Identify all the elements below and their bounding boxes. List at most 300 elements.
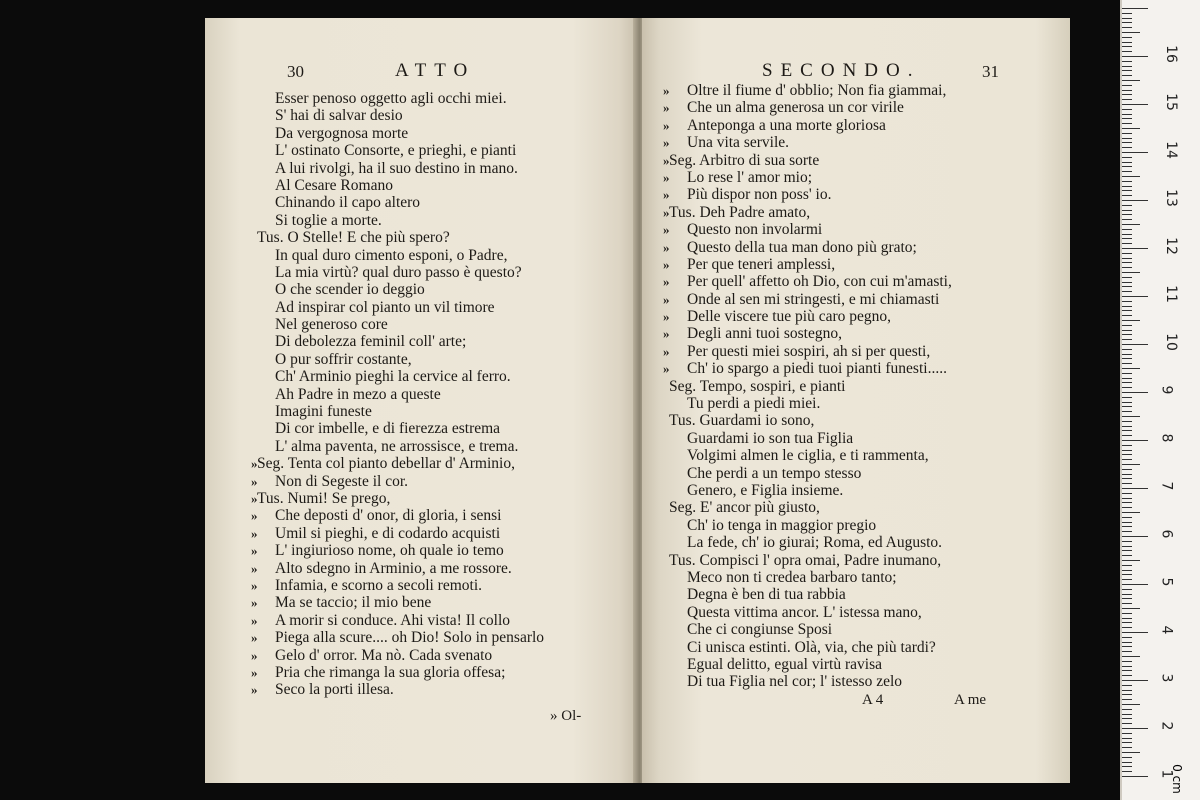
- ruler-tick: [1122, 411, 1132, 412]
- text-line: [669, 377, 1062, 395]
- ruler-tick: [1122, 435, 1132, 436]
- line-text: Tu perdi a piedi miei.: [687, 395, 821, 413]
- text-line: [669, 412, 1062, 430]
- text-line: [663, 255, 1062, 273]
- line-text: Ah Padre in mezo a queste: [275, 385, 441, 403]
- line-text: Per que teneri amplessi,: [687, 255, 836, 273]
- line-text: A lui rivolgi, ha il suo destino in mano.: [275, 159, 518, 177]
- line-text: L' ingiurioso nome, oh quale io temo: [275, 542, 504, 560]
- ruler-tick: [1122, 742, 1132, 743]
- line-text: Seg. Tempo, sospiri, e pianti: [669, 377, 846, 395]
- ruler-tick: [1122, 757, 1132, 758]
- ruler-tick: [1122, 253, 1132, 254]
- line-text: Al Cesare Romano: [275, 176, 393, 194]
- line-text: Pria che rimanga la sua gloria offesa;: [275, 663, 506, 681]
- line-text: Di cor imbelle, e di fierezza estrema: [275, 420, 501, 438]
- line-text: Chinando il capo altero: [275, 194, 421, 212]
- text-line: [687, 639, 1062, 656]
- text-line: [663, 168, 1062, 186]
- text-line: [251, 507, 625, 525]
- ruler-tick: [1122, 714, 1132, 715]
- ruler-tick: [1122, 416, 1140, 417]
- ruler-tick: [1122, 205, 1132, 206]
- ruler-tick: [1122, 430, 1132, 431]
- ruler-tick: [1122, 589, 1132, 590]
- line-text: Egual delitto, egual virtù ravisa: [687, 655, 882, 673]
- quotation-mark: »: [251, 630, 258, 646]
- ruler-tick: [1122, 349, 1132, 350]
- ruler-tick: [1122, 330, 1132, 331]
- ruler-tick: [1122, 694, 1132, 695]
- ruler-tick: [1122, 195, 1132, 196]
- ruler-number: 13: [1162, 189, 1179, 207]
- ruler-tick: [1122, 258, 1132, 259]
- quotation-mark: »: [251, 508, 258, 524]
- line-text: Più dispor non poss' io.: [687, 186, 832, 204]
- ruler-tick: [1122, 440, 1148, 441]
- ruler-tick: [1122, 219, 1132, 220]
- text-line: [663, 186, 1062, 204]
- ruler-tick: [1122, 574, 1132, 575]
- ruler-tick: [1122, 339, 1132, 340]
- text-line: [663, 308, 1062, 326]
- ruler-tick: [1122, 214, 1132, 215]
- ruler-tick: [1122, 464, 1140, 465]
- ruler-tick: [1122, 752, 1140, 753]
- quotation-mark: »: [663, 222, 670, 238]
- ruler-tick: [1122, 613, 1132, 614]
- ruler-tick: [1122, 670, 1132, 671]
- text-line: [669, 499, 1062, 517]
- ruler-tick: [1122, 286, 1132, 287]
- ruler-tick: [1122, 56, 1148, 57]
- ruler-tick: [1122, 584, 1148, 585]
- line-text: Seg. E' ancor più giusto,: [669, 499, 820, 517]
- ruler-tick: [1122, 224, 1140, 225]
- page-number-right: 31: [982, 62, 999, 81]
- ruler-tick: [1122, 368, 1140, 369]
- ruler-tick: [1122, 536, 1148, 537]
- ruler-tick: [1122, 85, 1132, 86]
- ruler-tick: [1122, 541, 1132, 542]
- quotation-mark: »: [663, 309, 670, 325]
- text-line: [275, 420, 625, 437]
- quotation-mark: »: [663, 239, 670, 255]
- ruler-tick: [1122, 493, 1132, 494]
- line-text: Che perdi a un tempo stesso: [687, 464, 862, 482]
- ruler-tick: [1122, 229, 1132, 230]
- quotation-mark: »: [663, 274, 670, 290]
- line-text: Anteponga a una morte gloriosa: [687, 116, 886, 134]
- ruler-tick: [1122, 507, 1132, 508]
- ruler-tick: [1122, 531, 1132, 532]
- text-line: [663, 151, 1062, 169]
- quotation-mark: »: [251, 543, 258, 559]
- quotation-mark: »: [663, 117, 670, 133]
- ruler-tick: [1122, 450, 1132, 451]
- line-text: Per questi miei sospiri, ah si per questi,: [687, 342, 931, 360]
- text-line: [687, 604, 1062, 621]
- text-line: [251, 611, 625, 629]
- measuring-ruler: [1120, 0, 1200, 800]
- text-line: [687, 430, 1062, 447]
- ruler-tick: [1122, 27, 1132, 28]
- line-text: Degli anni tuoi sostegno,: [687, 325, 842, 343]
- ruler-number: 8: [1158, 433, 1175, 443]
- ruler-tick: [1122, 147, 1132, 148]
- text-line: [257, 229, 625, 247]
- quotation-mark: »: [251, 456, 258, 472]
- text-line: [275, 142, 625, 159]
- left-page-text: [251, 90, 625, 699]
- ruler-tick: [1122, 99, 1132, 100]
- ruler-tick: [1122, 310, 1132, 311]
- ruler-tick: [1122, 469, 1132, 470]
- text-line: [275, 351, 625, 368]
- ruler-tick: [1122, 46, 1132, 47]
- line-text: Onde al sen mi stringesti, e mi chiamasti: [687, 290, 940, 308]
- text-line: [275, 403, 625, 420]
- line-text: Ch' io tenga in maggior pregio: [687, 516, 877, 534]
- text-line: [275, 368, 625, 385]
- page-number-left: 30: [287, 62, 304, 81]
- ruler-tick: [1122, 42, 1132, 43]
- ruler-tick: [1122, 186, 1132, 187]
- ruler-tick: [1122, 13, 1132, 14]
- ruler-tick: [1122, 75, 1132, 76]
- text-line: [663, 82, 1062, 99]
- text-line: [687, 517, 1062, 534]
- line-text: Imagini funeste: [275, 403, 372, 421]
- text-line: [251, 646, 625, 664]
- ruler-tick: [1122, 603, 1132, 604]
- text-line: [251, 472, 625, 490]
- line-text: Da vergognosa morte: [275, 124, 409, 142]
- quotation-mark: »: [251, 525, 258, 541]
- line-text: Di tua Figlia nel cor; l' istesso zelo: [687, 673, 903, 691]
- ruler-tick: [1122, 51, 1132, 52]
- ruler-number: 6: [1158, 529, 1175, 539]
- ruler-number: 1: [1158, 769, 1175, 779]
- line-text: Umil si pieghi, e di codardo acquisti: [275, 524, 501, 542]
- ruler-tick: [1122, 598, 1132, 599]
- ruler-tick: [1122, 594, 1132, 595]
- text-line: [663, 325, 1062, 343]
- ruler-tick: [1122, 200, 1148, 201]
- ruler-tick: [1122, 128, 1140, 129]
- text-line: [663, 290, 1062, 308]
- text-line: [663, 134, 1062, 152]
- ruler-tick: [1122, 387, 1132, 388]
- line-text: Questo della tua man dono più grato;: [687, 238, 917, 256]
- line-text: Guardami io son tua Figlia: [687, 429, 854, 447]
- text-line: [663, 221, 1062, 239]
- ruler-tick: [1122, 666, 1132, 667]
- line-text: Per quell' affetto oh Dio, con cui m'amasti,: [687, 273, 952, 291]
- ruler-tick: [1122, 171, 1132, 172]
- ruler-tick: [1122, 646, 1132, 647]
- ruler-tick: [1122, 406, 1132, 407]
- text-line: [663, 238, 1062, 256]
- open-book: [205, 18, 1070, 783]
- quotation-mark: »: [663, 361, 670, 377]
- line-text: Tus. Numi! Se prego,: [257, 489, 391, 507]
- text-line: [275, 438, 625, 455]
- line-text: O pur soffrir costante,: [275, 350, 412, 368]
- line-text: L' alma paventa, ne arrossisce, e trema.: [275, 437, 519, 455]
- ruler-tick: [1122, 306, 1132, 307]
- text-line: [275, 247, 625, 264]
- ruler-tick: [1122, 315, 1132, 316]
- ruler-tick: [1122, 762, 1132, 763]
- ruler-tick: [1122, 608, 1140, 609]
- text-line: [687, 621, 1062, 638]
- text-line: [275, 299, 625, 316]
- ruler-tick: [1122, 622, 1132, 623]
- ruler-tick: [1122, 522, 1132, 523]
- line-text: Degna è ben di tua rabbia: [687, 586, 846, 604]
- line-text: Oltre il fiume d' obblio; Non fia giammai,: [687, 82, 947, 99]
- quotation-mark: »: [251, 577, 258, 593]
- ruler-tick: [1122, 675, 1132, 676]
- text-line: [687, 656, 1062, 673]
- ruler-number: 12: [1162, 237, 1179, 255]
- ruler-tick: [1122, 445, 1132, 446]
- text-line: [251, 594, 625, 612]
- line-text: Genero, e Figlia insieme.: [687, 481, 844, 499]
- text-line: [251, 576, 625, 594]
- ruler-number: 11: [1162, 285, 1179, 303]
- quotation-mark: »: [251, 490, 258, 506]
- ruler-tick: [1122, 157, 1132, 158]
- line-text: Questo non involarmi: [687, 221, 823, 239]
- line-text: Ci unisca estinti. Olà, via, che più tardi?: [687, 638, 936, 656]
- ruler-tick: [1122, 176, 1140, 177]
- text-line: [275, 316, 625, 333]
- line-text: A morir si conduce. Ahi vista! Il collo: [275, 611, 511, 629]
- ruler-number: 5: [1158, 577, 1175, 587]
- ruler-tick: [1122, 728, 1148, 729]
- ruler-tick: [1122, 704, 1140, 705]
- text-line: [687, 447, 1062, 464]
- text-line: [275, 212, 625, 229]
- ruler-tick: [1122, 277, 1132, 278]
- ruler-tick: [1122, 363, 1132, 364]
- ruler-tick: [1122, 123, 1132, 124]
- text-line: [687, 482, 1062, 499]
- ruler-tick: [1122, 248, 1148, 249]
- text-line: [663, 360, 1062, 378]
- ruler-tick: [1122, 262, 1132, 263]
- ruler-tick: [1122, 104, 1148, 105]
- ruler-tick: [1122, 747, 1132, 748]
- ruler-tick: [1122, 152, 1148, 153]
- running-head-left: ATTO: [395, 60, 476, 81]
- text-line: [275, 160, 625, 177]
- catchword-right: A me: [954, 692, 987, 708]
- text-line: [275, 386, 625, 403]
- ruler-tick: [1122, 358, 1132, 359]
- ruler-tick: [1122, 114, 1132, 115]
- line-text: O che scender io deggio: [275, 281, 425, 299]
- ruler-tick: [1122, 627, 1132, 628]
- ruler-tick: [1122, 296, 1148, 297]
- ruler-tick: [1122, 555, 1132, 556]
- ruler-number: 10: [1162, 333, 1179, 351]
- ruler-tick: [1122, 94, 1132, 95]
- ruler-tick: [1122, 8, 1148, 9]
- text-line: [251, 681, 625, 699]
- ruler-tick: [1122, 718, 1132, 719]
- ruler-tick: [1122, 378, 1132, 379]
- ruler-tick: [1122, 118, 1132, 119]
- text-line: [251, 489, 625, 507]
- ruler-number: 4: [1158, 625, 1175, 635]
- line-text: Lo rese l' amor mio;: [687, 168, 813, 186]
- ruler-tick: [1122, 382, 1132, 383]
- ruler-tick: [1122, 282, 1132, 283]
- line-text: Infamia, e scorno a secoli remoti.: [275, 576, 483, 594]
- quotation-mark: »: [251, 647, 258, 663]
- ruler-tick: [1122, 267, 1132, 268]
- line-text: Che deposti d' onor, di gloria, i sensi: [275, 507, 502, 525]
- ruler-tick: [1122, 642, 1132, 643]
- ruler-tick: [1122, 680, 1148, 681]
- ruler-tick: [1122, 238, 1132, 239]
- ruler-tick: [1122, 478, 1132, 479]
- ruler-tick: [1122, 354, 1132, 355]
- text-line: [251, 629, 625, 647]
- text-line: [251, 559, 625, 577]
- ruler-tick: [1122, 632, 1148, 633]
- line-text: Alto sdegno in Arminio, a me rossore.: [275, 559, 512, 577]
- ruler-tick: [1122, 570, 1132, 571]
- text-line: [687, 569, 1062, 586]
- ruler-tick: [1122, 690, 1132, 691]
- ruler-tick: [1122, 142, 1132, 143]
- ruler-tick: [1122, 474, 1132, 475]
- line-text: Delle viscere tue più caro pegno,: [687, 308, 891, 326]
- ruler-tick: [1122, 344, 1148, 345]
- text-line: [275, 107, 625, 124]
- ruler-tick: [1122, 661, 1132, 662]
- quotation-mark: »: [663, 204, 670, 220]
- text-line: [275, 90, 625, 107]
- text-line: [275, 264, 625, 281]
- line-text: Seco la porti illesa.: [275, 681, 394, 699]
- quotation-mark: »: [251, 473, 258, 489]
- line-text: Ch' io spargo a piedi tuoi pianti funesti.....: [687, 360, 947, 378]
- line-text: Seg. Tenta col pianto debellar d' Arminio,: [257, 455, 515, 473]
- ruler-tick: [1122, 512, 1140, 513]
- ruler-tick: [1122, 109, 1132, 110]
- ruler-tick: [1122, 637, 1132, 638]
- text-line: [275, 333, 625, 350]
- quotation-mark: »: [663, 169, 670, 185]
- quotation-mark: »: [663, 326, 670, 342]
- ruler-tick: [1122, 766, 1132, 767]
- ruler-tick: [1122, 776, 1148, 777]
- right-page: [642, 18, 1070, 783]
- ruler-tick: [1122, 517, 1132, 518]
- ruler-tick: [1122, 392, 1148, 393]
- line-text: Tus. O Stelle! E che più spero?: [257, 229, 450, 247]
- ruler-number: 15: [1162, 93, 1179, 111]
- ruler-number: 7: [1158, 481, 1175, 491]
- ruler-tick: [1122, 454, 1132, 455]
- ruler-tick: [1122, 181, 1132, 182]
- ruler-tick: [1122, 397, 1132, 398]
- ruler-tick: [1122, 291, 1132, 292]
- quotation-mark: »: [663, 135, 670, 151]
- ruler-tick: [1122, 771, 1132, 772]
- catchword-left: » Ol-: [550, 708, 582, 724]
- ruler-number: 3: [1158, 673, 1175, 683]
- ruler-number: 2: [1158, 721, 1175, 731]
- ruler-tick: [1122, 66, 1132, 67]
- ruler-tick: [1122, 243, 1132, 244]
- line-text: Una vita servile.: [687, 134, 790, 152]
- ruler-tick: [1122, 421, 1132, 422]
- ruler-tick: [1122, 61, 1132, 62]
- quotation-mark: »: [251, 664, 258, 680]
- line-text: Ch' Arminio pieghi la cervice al ferro.: [275, 368, 511, 386]
- ruler-tick: [1122, 550, 1132, 551]
- ruler-tick: [1122, 656, 1140, 657]
- ruler-tick: [1122, 334, 1132, 335]
- ruler-tick: [1122, 738, 1132, 739]
- line-text: Tus. Deh Padre amato,: [669, 203, 811, 221]
- ruler-tick: [1122, 402, 1132, 403]
- ruler-tick: [1122, 373, 1132, 374]
- ruler-tick: [1122, 325, 1132, 326]
- quotation-mark: »: [251, 595, 258, 611]
- line-text: Non di Segeste il cor.: [275, 472, 409, 490]
- ruler-tick: [1122, 272, 1140, 273]
- line-text: Tus. Guardami io sono,: [669, 412, 815, 430]
- ruler-tick: [1122, 80, 1140, 81]
- line-text: Tus. Compisci l' opra omai, Padre inumano,: [669, 551, 942, 569]
- quotation-mark: »: [663, 187, 670, 203]
- ruler-tick: [1122, 723, 1132, 724]
- line-text: Volgimi almen le ciglia, e ti rammenta,: [687, 447, 929, 465]
- ruler-tick: [1122, 565, 1132, 566]
- line-text: Che ci congiunse Sposi: [687, 621, 833, 639]
- ruler-tick: [1122, 234, 1132, 235]
- ruler-tick: [1122, 502, 1132, 503]
- ruler-tick: [1122, 685, 1132, 686]
- text-line: [275, 177, 625, 194]
- line-text: Meco non ti credea barbaro tanto;: [687, 568, 897, 586]
- quotation-mark: »: [251, 560, 258, 576]
- ruler-number: 9: [1158, 385, 1175, 395]
- text-line: [663, 273, 1062, 291]
- line-text: Ma se taccio; il mio bene: [275, 594, 432, 612]
- ruler-tick: [1122, 526, 1132, 527]
- text-line: [251, 663, 625, 681]
- ruler-tick: [1122, 22, 1132, 23]
- text-line: [663, 116, 1062, 134]
- text-line: [251, 542, 625, 560]
- ruler-tick: [1122, 210, 1132, 211]
- ruler-tick: [1122, 498, 1132, 499]
- quotation-mark: »: [663, 83, 670, 98]
- line-text: La mia virtù? qual duro passo è questo?: [275, 263, 522, 281]
- line-text: L' ostinato Consorte, e prieghi, e pianti: [275, 142, 517, 160]
- quotation-mark: »: [663, 291, 670, 307]
- text-line: [251, 455, 625, 473]
- ruler-number: 16: [1162, 45, 1179, 63]
